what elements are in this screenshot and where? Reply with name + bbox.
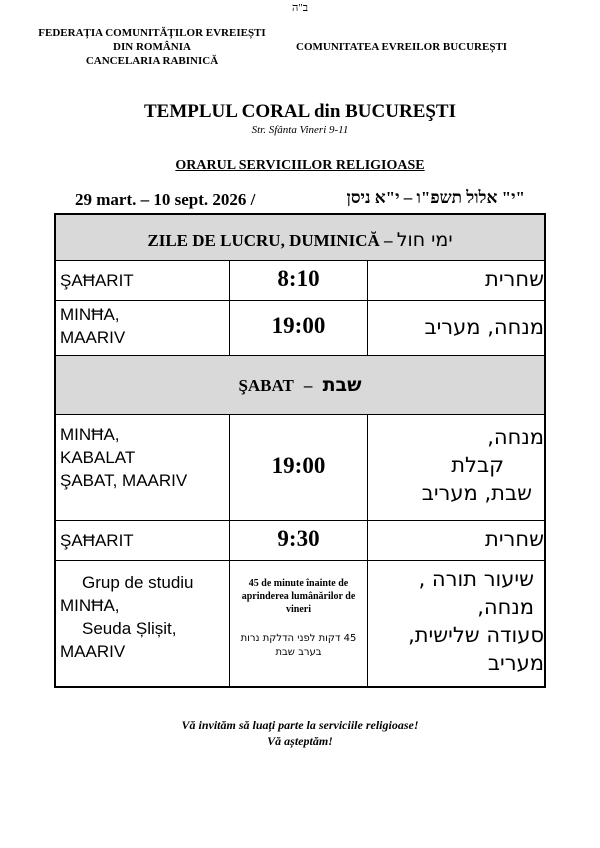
federation-header — [22, 26, 282, 68]
table-row — [56, 561, 544, 686]
service-name — [56, 561, 230, 686]
hebrew-line: סעודה שלישית, — [408, 623, 544, 647]
date-range-hebrew: "י" אלול תשפ"ו – י"א ניסן — [346, 188, 525, 207]
schedule-table — [54, 213, 546, 688]
shabbat-header — [56, 355, 544, 415]
community-header: COMUNITATEA EVREILOR BUCUREȘTI — [296, 41, 508, 53]
table-row — [56, 261, 544, 301]
hebrew-line: מעריב — [487, 651, 544, 675]
service-name-hebrew: שחרית — [485, 527, 544, 551]
hebrew-line: שבת, מעריב — [421, 481, 532, 505]
service-time-note — [230, 561, 368, 686]
service-name-hebrew: מנחה, מעריב — [424, 315, 544, 339]
table-row — [56, 521, 544, 561]
shabbat-heading-hebrew: שבת — [322, 374, 362, 396]
service-name-hebrew: שחרית — [485, 267, 544, 291]
hebrew-line: מנחה, — [477, 595, 534, 619]
page-title: TEMPLUL CORAL din BUCUREŞTI — [144, 101, 456, 122]
footer-line-1: Vă invităm să luați parte la serviciile religioase! — [181, 718, 419, 732]
time-note: 45 de minute înainte de aprinderea lumânărilor de vineri — [241, 578, 356, 615]
table-row — [56, 415, 544, 521]
shabbat-heading: ŞABAT — [238, 376, 294, 395]
date-range: 29 mart. – 10 sept. 2026 / — [75, 190, 256, 209]
weekdays-heading-hebrew: ימי חול — [396, 229, 453, 251]
service-name-hebrew — [368, 415, 544, 520]
weekdays-header — [56, 215, 544, 261]
service-name: ŞAĦARIT — [56, 261, 230, 300]
bh-mark: ב"ה — [291, 2, 309, 14]
service-line: Seuda Șlișit, — [82, 619, 177, 638]
service-line: MINĦA, — [60, 596, 120, 615]
service-time: 19:00 — [230, 415, 368, 520]
service-line: Grup de studiu — [82, 573, 194, 592]
schedule-heading: ORARUL SERVICIILOR RELIGIOASE — [175, 158, 425, 173]
time-note-hebrew: 45 דקות לפני הדלקת נרות בערב שבת — [240, 633, 357, 658]
hebrew-line: שיעור תורה , — [418, 567, 534, 591]
federation-line-3: CANCELARIA RABINICĂ — [85, 55, 219, 67]
hebrew-line: מנחה, — [487, 425, 544, 449]
federation-line-1: FEDERAȚIA COMUNITĂȚILOR EVREIEȘTI — [38, 27, 266, 39]
weekdays-heading: ZILE DE LUCRU, DUMINICĂ – — [147, 231, 393, 250]
service-name: ŞAĦARIT — [56, 521, 230, 560]
service-line: MAARIV — [60, 642, 126, 661]
service-time: 9:30 — [230, 521, 368, 560]
service-time: 19:00 — [230, 301, 368, 355]
hebrew-line: קבלת — [451, 453, 504, 477]
federation-line-2: DIN ROMÂNIA — [113, 41, 191, 53]
footer-line-2: Vă așteptăm! — [267, 734, 333, 748]
service-name: MINĦA, KABALAT ŞABAT, MAARIV — [56, 415, 230, 520]
table-row — [56, 301, 544, 355]
shabbat-heading-sep: – — [303, 376, 313, 395]
service-time: 8:10 — [230, 261, 368, 300]
address: Str. Sfânta Vineri 9-11 — [251, 124, 349, 136]
service-name-hebrew — [368, 561, 544, 686]
invitation-footer — [0, 717, 600, 749]
service-name: MINĦA, MAARIV — [56, 301, 230, 355]
